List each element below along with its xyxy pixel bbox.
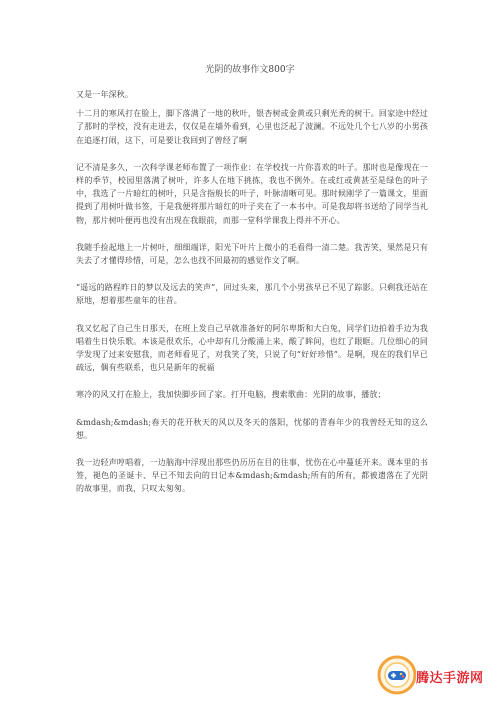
- paragraph: “遥远的路程昨日的梦以及远去的笑声”，回过头来，那几个小男孩早已不见了踪影。只剩我还站在原地，想着那些童年的往昔。: [76, 283, 428, 306]
- paragraph: 十二月的寒风打在脸上，脚下落满了一地的秋叶，银杏树或金黄或只剩光秃的树干。回家途中经过了那时的学校，没有走进去，仅仅是在墙外看到，心里也泛起了波澜。不远处几个七八岁的小男孩在追逐打闹，这下，可是要让我回到了曾经了啊: [76, 109, 428, 145]
- site-watermark: [376, 654, 486, 696]
- paragraph: 我一边轻声哼唱着，一边脑海中浮现出那些仍历历在目的往事，忧伤在心中蔓延开来。课本里的书签，褪色的圣诞卡、早已不知去向的日记本&mdash;&mdash;所有的所有，都被遗落在了光阴的故事里，而我，只叹太匆匆。: [76, 458, 428, 494]
- paragraph: 寒冷的风又打在脸上，我加快脚步回了家。打开电脑，搜索歌曲：光阴的故事，播放；: [76, 390, 386, 400]
- article-body: [76, 88, 428, 510]
- paragraph: 我又忆起了自己生日那天，在班上发自己早就准备好的阿尔卑斯和大白兔，同学们边拍着手边为我唱着生日快乐歌。本该是很欢乐，心中却有几分酸涌上来，酸了眸间，也红了眼眶。几位细心的同学发现了过来安慰我，而老师看见了，对我笑了笑，只说了句“好好珍惜”。是啊，现在的我们早已疏远，偶有些联系，也只是新年的祝福: [76, 323, 428, 373]
- watermark-text: 腾达手游网: [416, 671, 484, 686]
- article-title: 光阴的故事作文800字: [205, 65, 295, 75]
- paragraph: &mdash;&mdash;春天的花开秋天的风以及冬天的落阳，忧郁的青春年少的我曾经无知的这么想。: [76, 417, 428, 440]
- paragraph: 又是一年深秋。: [76, 90, 134, 99]
- paragraph: 我随手捡起地上一片树叶，细细端详，阳光下叶片上微小的毛看得一清二楚。我苦笑，果然是只有失去了才懂得珍惜，可是，怎么也找不回最初的感觉作文了啊。: [76, 242, 428, 266]
- gamepad-logo-icon: [376, 654, 418, 696]
- paragraph: 记不清是多久，一次科学课老师布置了一项作业：在学校找一片你喜欢的叶子。那时也是像现在一样的季节，校园里落满了树叶，许多人在地下挑拣，我也不例外。在或红或黄甚至是绿色的叶子中，我选了一片暗红的树叶，只是含指般长的叶子，叶脉清晰可见。那时候刚学了一篇课文，里面提到了用树叶做书签，于是我便将那片暗红的叶子夹在了一本书中。可是我却将书送给了同学当礼物，那片树叶便再也没有出现在我眼前，而那一堂科学课我上得并不开心。: [76, 162, 428, 225]
